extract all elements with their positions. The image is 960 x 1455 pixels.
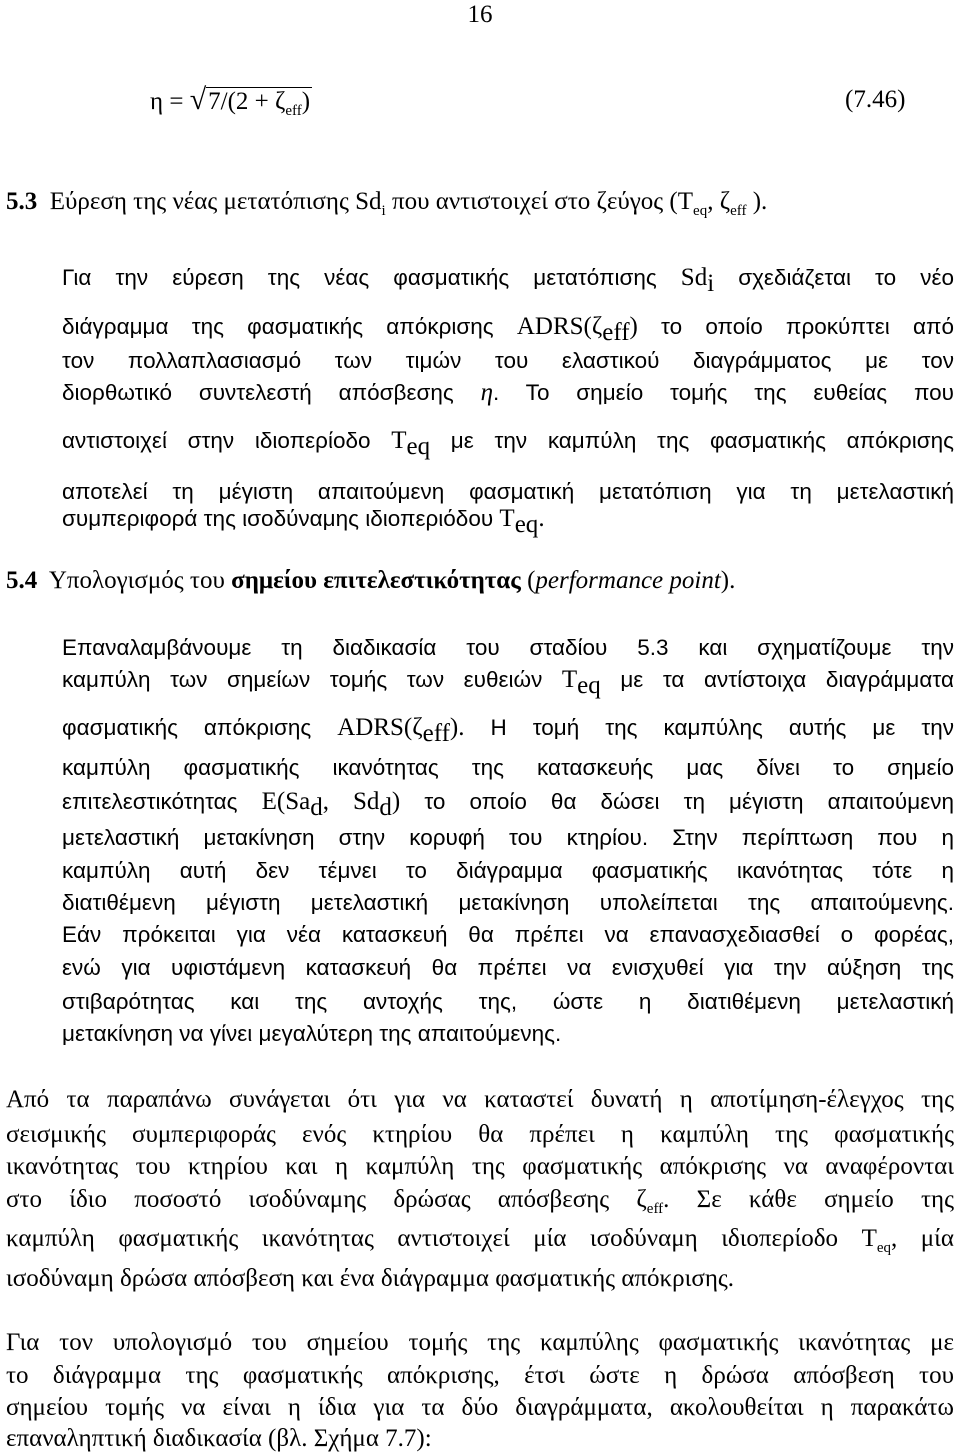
p2-line-6: μετελαστική μετακίνηση στην κορυφή του κτηρίου. Στην περίπτωση που η [62,825,954,850]
p3-line-2: σεισμικής συμπεριφοράς ενός κτηρίου θα πρέπει η καμπύλη της φασματικής [6,1121,954,1148]
p1-line-3: τον πολλαπλασιασμό των τιμών του ελαστικού διαγράμματος με τον [62,348,954,373]
section-heading-5-3: 5.3 Εύρεση της νέας μετατόπισης $Sd_i$ που αντιστοιχεί στο ζεύγος ($T_{eq}$, $\zeta_{eff}$ ). [6,188,768,219]
p3-line-1: Από τα παραπάνω συνάγεται ότι για να καταστεί δυνατή η αποτίμηση-έλεγχος της [6,1086,954,1113]
p3-line-3: ικανότητας του κτηρίου και η καμπύλη της φασματικής απόκρισης να αναφέρονται [6,1153,954,1180]
equation-lhs: η = [150,88,184,115]
p1-line-1: Για την εύρεση της νέας φασματικής μετατόπισης $Sd_i$ σχεδιάζεται το νέο [62,264,954,297]
section-heading-5-4: 5.4 Υπολογισμός του σημείου επιτελεστικότητας (performance point). [6,567,736,594]
p1-line-6: αποτελεί τη μέγιστη απαιτούμενη φασματική μετατόπιση για τη μετελαστική [62,479,954,504]
p2-line-11: στιβαρότητας και της αντοχής της, ώστε η διατιθέμενη μετελαστική [62,989,954,1014]
p2-line-12: μετακίνηση να γίνει μεγαλύτερη της απαιτούμενης. [62,1021,562,1046]
p1-line-2: διάγραμμα της φασματικής απόκρισης $ADRS(\zeta_{eff})$ το οποίο προκύπτει από [62,313,955,346]
p2-line-5: επιτελεστικότητας $E(Sa_d$, $Sd_d$) το οποίο θα δώσει τη μέγιστη απαιτούμενη [62,788,954,821]
p2-line-9: Εάν πρόκειται για νέα κατασκευή θα πρέπει να επανασχεδιασθεί ο φορέας, [62,922,954,947]
p3-line-4: στο ίδιο ποσοστό ισοδύναμης δρώσας απόσβεσης $\zeta_{eff}$. Σε κάθε σημείο της [6,1186,955,1217]
p4-line-1: Για τον υπολογισμό του σημείου τομής της καμπύλης φασματικής ικανότητας με [6,1329,954,1356]
p2-line-1: Επαναλαμβάνουμε τη διαδικασία του σταδίου 5.3 και σχηματίζουμε την [62,635,954,660]
p2-line-2: καμπύλη των σημείων τομής των ευθειών $T_{eq}$ με τα αντίστοιχα διαγράμματα [62,666,954,699]
p2-line-10: ενώ για υφιστάμενη κατασκευή θα πρέπει να ενισχυθεί για την αύξηση της [62,955,954,980]
p2-line-3: φασματικής απόκρισης $ADRS(\zeta_{eff})$. Η τομή της καμπύλης αυτής με την [62,714,954,747]
sqrt-body: $7/(2 + \zeta_{eff})$ [208,88,311,119]
p3-line-5: καμπύλη φασματικής ικανότητας αντιστοιχεί μία ισοδύναμη ιδιοπερίοδο $T_{eq}$, μία [6,1225,955,1256]
p2-line-4: καμπύλη φασματικής ικανότητας της κατασκευής μας δίνει το σημείο [62,755,954,780]
p4-line-4: επαναληπτική διαδικασία (βλ. Σχήμα 7.7): [6,1425,432,1452]
equation-7-46 [150,85,312,117]
p1-line-5: αντιστοιχεί στην ιδιοπερίοδο $T_{eq}$ με την καμπύλη της φασματικής απόκρισης [62,427,954,460]
p2-line-7: καμπύλη αυτή δεν τέμνει το διάγραμμα φασματικής ικανότητας τότε η [62,858,954,883]
p4-line-2: το διάγραμμα της φασματικής απόκρισης, έτσι ώστε η δρώσα απόσβεση του [6,1362,954,1389]
p2-line-8: διατιθέμενη μέγιστη μετελαστική μετακίνηση υπολείπεται της απαιτούμενης. [62,890,954,915]
p4-line-3: σημείου τομής να είναι η ίδια για τα δύο διαγράμματα, ακολουθείται η παρακάτω [6,1394,954,1421]
equation-number: (7.46) [845,86,906,113]
page-number: 16 [467,1,493,28]
p3-line-6: ισοδύναμη δρώσα απόσβεση και ένα διάγραμμα φασματικής απόκρισης. [6,1265,735,1292]
p1-line-7: συμπεριφορά της ισοδύναμης ιδιοπεριόδου $T_{eq}$. [62,505,545,538]
p1-line-4: διορθωτικό συντελεστή απόσβεσης η. Το σημείο τομής της ευθείας που [62,379,954,406]
sqrt-sign: √ [189,83,207,116]
